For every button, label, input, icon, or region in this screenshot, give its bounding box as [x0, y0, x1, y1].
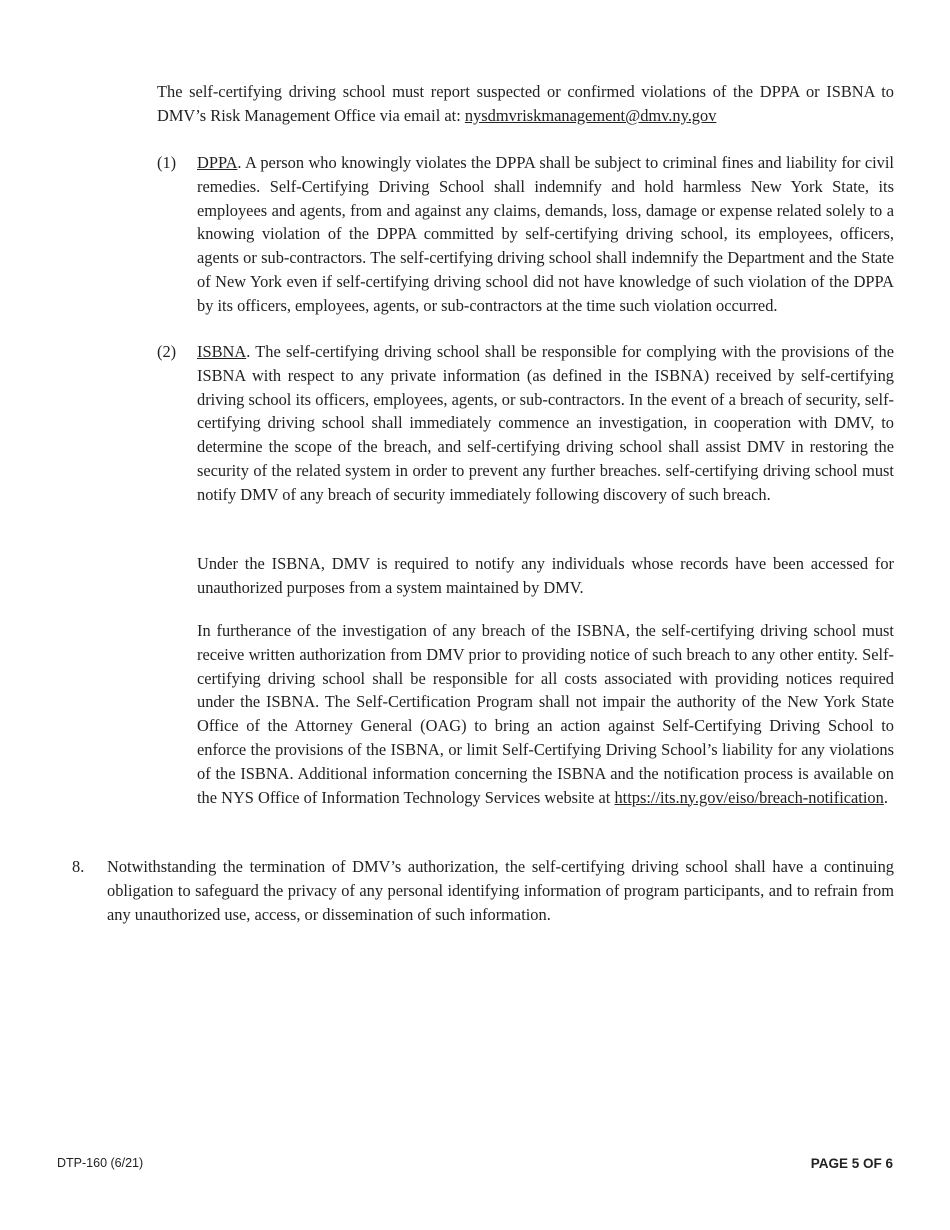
- isbna-heading: ISBNA: [197, 342, 247, 361]
- form-code: DTP-160 (6/21): [57, 1156, 144, 1170]
- item-dppa: [157, 151, 894, 318]
- page-number: PAGE 5 OF 6: [810, 1156, 893, 1171]
- item-number: (1): [157, 153, 177, 172]
- isbna-para3-end: .: [883, 787, 888, 807]
- intro-paragraph: [157, 80, 894, 128]
- item-number: 8.: [72, 857, 85, 876]
- isbna-text: . The self-certifying driving school shall be responsible for complying with the provisions of the ISBNA with respect to any private information (as defined in the ISBNA) received by self-certifying driving school its officers, employees, agents, or sub-contractors. In the event of a breach of security, self-certifying driving school shall immediately commence an investigation, in cooperation with DMV, to determine the scope of the breach, and self-certifying driving school shall assist DMV in restoring the security of the related system in order to prevent any further breaches. self-certifying driving school must notify DMV of any breach of security immediately following discovery of such breach.: [197, 342, 894, 504]
- isbna-para3: In furtherance of the investigation of any breach of the ISBNA, the self-certifying driving school must receive written authorization from DMV prior to providing notice of such breach to any other entity. Self-certifying driving school shall be responsible for all costs associated with providing notices required under the ISBNA. The Self-Certification Program shall not impair the authority of the New York State Office of the Attorney General (OAG) to bring an action against Self-Certifying Driving School to enforce the provisions of the ISBNA, or limit Self-Certifying Driving School’s liability for any violations of the ISBNA. Additional information concerning the ISBNA and the notification process is available on the NYS Office of Information Technology Services website at: [197, 621, 894, 807]
- item-eight: [72, 855, 894, 926]
- risk-management-email-link[interactable]: nysdmvriskmanagement@dmv.ny.gov: [464, 105, 717, 125]
- breach-notification-link[interactable]: https://its.ny.gov/eiso/breach-notification: [614, 787, 884, 807]
- item-eight-text: Notwithstanding the termination of DMV’s authorization, the self-certifying driving school shall have a continuing obligation to safeguard the privacy of any personal identifying information of program participants, and to refrain from any unauthorized use, access, or dissemination of such information.: [107, 857, 894, 924]
- isbna-para2: Under the ISBNA, DMV is required to notify any individuals whose records have been accessed for unauthorized purposes from a system maintained by DMV.: [197, 554, 894, 597]
- isbna-investigation-paragraph: [197, 619, 894, 809]
- item-number: (2): [157, 342, 177, 361]
- dppa-heading: DPPA: [197, 153, 238, 172]
- dppa-text: . A person who knowingly violates the DPPA shall be subject to criminal fines and liability for civil remedies. Self-Certifying Driving School shall indemnify and hold harmless New York State, its employees and agents, from and against any claims, demands, loss, damage or expense related solely to a knowing violation of the DPPA committed by self-certifying driving school, its employees, officers, agents or sub-contractors. The self-certifying driving school shall indemnify the Department and the State of New York even if self-certifying driving school did not have knowledge of such violation of the DPPA by its officers, employees, agents, or sub-contractors at the time such violation occurred.: [197, 153, 894, 315]
- item-isbna: [157, 340, 894, 507]
- isbna-notification-paragraph: [197, 552, 894, 600]
- intro-text: The self-certifying driving school must report suspected or confirmed violations of the DPPA or ISBNA to DMV’s Risk Management Office via email at:: [157, 82, 894, 125]
